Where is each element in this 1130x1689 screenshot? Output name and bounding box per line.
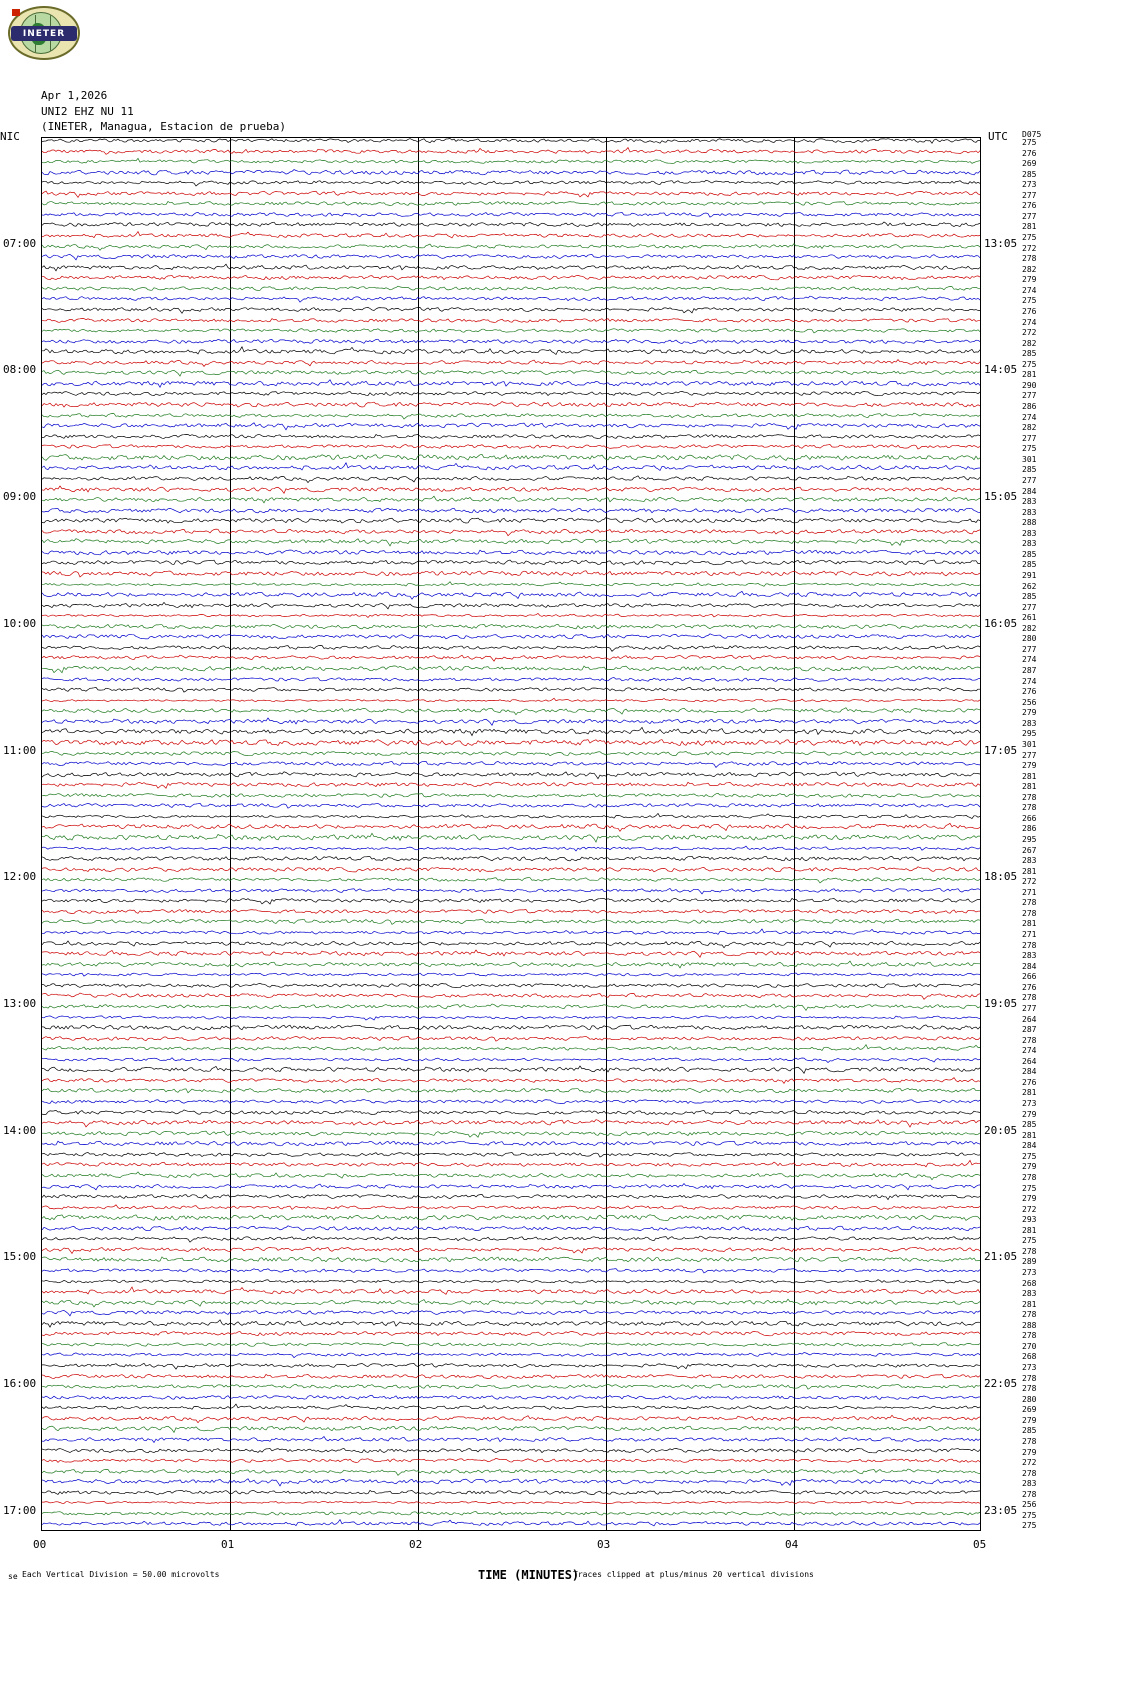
amplitude-value: 274: [1022, 317, 1037, 327]
amplitude-value: 281: [1022, 782, 1037, 792]
amplitude-value: 281: [1022, 919, 1037, 929]
right-time-label: 14:05: [984, 363, 1018, 377]
amplitude-value: 288: [1022, 518, 1037, 528]
amplitude-value: 281: [1022, 222, 1037, 232]
amplitude-value: 278: [1022, 1384, 1037, 1394]
amplitude-value: 275: [1022, 1236, 1037, 1246]
amplitude-value: 278: [1022, 1310, 1037, 1320]
amplitude-value: 277: [1022, 750, 1037, 760]
amplitude-value: 268: [1022, 1352, 1037, 1362]
x-axis-title: TIME (MINUTES): [478, 1568, 580, 1582]
amplitude-value: 291: [1022, 570, 1037, 580]
amplitude-value: 278: [1022, 1331, 1037, 1341]
amplitude-value: 281: [1022, 1225, 1037, 1235]
amplitude-value: 283: [1022, 718, 1037, 728]
amplitude-value: 275: [1022, 444, 1037, 454]
amplitude-value: 282: [1022, 423, 1037, 433]
amplitude-value: 272: [1022, 328, 1037, 338]
amplitude-value: 275: [1022, 1521, 1037, 1531]
amplitude-value: 287: [1022, 666, 1037, 676]
amplitude-value: 278: [1022, 254, 1037, 264]
amplitude-value: 273: [1022, 1099, 1037, 1108]
left-time-label: 12:00: [3, 870, 37, 884]
amplitude-value: 301: [1022, 739, 1037, 749]
amplitude-value: 283: [1022, 528, 1037, 538]
left-time-label: 14:00: [3, 1123, 37, 1137]
amplitude-value: 278: [1022, 908, 1037, 918]
amplitude-value: 271: [1022, 930, 1037, 940]
amplitude-value: 283: [1022, 1479, 1037, 1489]
left-timezone-label: NIC: [0, 130, 20, 143]
amplitude-value: 284: [1022, 1067, 1037, 1077]
amplitude-value: 283: [1022, 507, 1037, 517]
amplitude-value: 277: [1022, 190, 1037, 200]
amplitude-value: 279: [1022, 1415, 1037, 1425]
amplitude-value: 272: [1022, 243, 1037, 253]
amplitude-value: 274: [1022, 412, 1037, 422]
amplitude-value: 278: [1022, 1035, 1037, 1045]
amplitude-value: 274: [1022, 655, 1037, 665]
x-tick-label: 05: [973, 1538, 987, 1551]
amplitude-value: 280: [1022, 1394, 1037, 1404]
right-time-label: 22:05: [984, 1377, 1018, 1391]
amplitude-value: 269: [1022, 159, 1037, 169]
red-marker: [12, 9, 20, 16]
record-date: Apr 1,2026: [41, 89, 108, 102]
amplitude-value: 281: [1022, 370, 1037, 380]
amplitude-value: 280: [1022, 634, 1037, 644]
amplitude-value: 289: [1022, 1257, 1037, 1267]
station-id: UNI2 EHZ NU 11: [41, 105, 134, 118]
amplitude-value: 285: [1022, 169, 1037, 179]
left-time-label: 07:00: [3, 236, 37, 250]
amplitude-value: 275: [1022, 1183, 1037, 1193]
amplitude-value: 278: [1022, 1468, 1037, 1478]
amplitude-value: 275: [1022, 1151, 1037, 1161]
amplitude-value: 279: [1022, 1194, 1037, 1204]
amplitude-value: 279: [1022, 1162, 1037, 1172]
amplitude-value: 261: [1022, 613, 1037, 623]
amplitude-value: 273: [1022, 1363, 1037, 1373]
amplitude-value: 301: [1022, 454, 1037, 464]
amplitude-value: 282: [1022, 623, 1037, 633]
left-time-label: 15:00: [3, 1250, 37, 1264]
left-time-label: 11:00: [3, 743, 37, 757]
amplitude-value: 275: [1022, 233, 1037, 243]
amplitude-value: 277: [1022, 475, 1037, 485]
left-time-label: 17:00: [3, 1503, 37, 1517]
amplitude-value: 274: [1022, 285, 1037, 295]
amplitude-value: 275: [1022, 138, 1037, 147]
amplitude-value: 281: [1022, 1299, 1037, 1309]
amplitude-value: 276: [1022, 1077, 1037, 1087]
amplitude-value: 278: [1022, 1172, 1037, 1182]
right-time-label: 15:05: [984, 490, 1018, 504]
logo-text: INETER: [22, 28, 66, 39]
x-tick-label: 04: [785, 1538, 799, 1551]
amplitude-value: 283: [1022, 856, 1037, 866]
amplitude-value: 278: [1022, 792, 1037, 802]
left-time-label: 09:00: [3, 490, 37, 504]
corner-mark: se: [8, 1572, 18, 1581]
amplitude-value: 272: [1022, 877, 1037, 887]
amplitude-value: 279: [1022, 275, 1037, 285]
amplitude-value: 279: [1022, 1447, 1037, 1457]
amplitude-value: 285: [1022, 1426, 1037, 1436]
amplitude-value: 270: [1022, 1341, 1037, 1351]
station-location: (INETER, Managua, Estacion de prueba): [41, 120, 287, 133]
right-time-label: 20:05: [984, 1123, 1018, 1137]
amplitude-value: 285: [1022, 349, 1037, 359]
scale-note: Each Vertical Division = 50.00 microvolts: [22, 1570, 220, 1579]
x-tick-label: 00: [33, 1538, 47, 1551]
amplitude-value: 285: [1022, 465, 1037, 475]
amplitude-value: 262: [1022, 581, 1037, 591]
amplitude-value: 285: [1022, 560, 1037, 570]
right-time-label: 23:05: [984, 1503, 1018, 1517]
logo-band: [11, 26, 77, 41]
amplitude-value: 285: [1022, 549, 1037, 559]
amplitude-value: 279: [1022, 708, 1037, 718]
ineter-logo: [8, 6, 82, 62]
amplitude-value: 278: [1022, 1489, 1037, 1499]
amplitude-value: 286: [1022, 824, 1037, 834]
amplitude-value: 283: [1022, 497, 1037, 507]
amplitude-value: 290: [1022, 380, 1037, 390]
trace-row: [42, 1517, 981, 1529]
amplitude-value: 283: [1022, 539, 1037, 549]
left-time-label: 16:00: [3, 1377, 37, 1391]
amplitude-value: 266: [1022, 972, 1037, 982]
right-time-label: 17:05: [984, 743, 1018, 757]
amplitude-value: 274: [1022, 1046, 1037, 1056]
amplitude-value: 286: [1022, 402, 1037, 411]
amplitude-value: 276: [1022, 201, 1037, 211]
right-time-label: 16:05: [984, 616, 1018, 630]
amplitude-value: 293: [1022, 1215, 1037, 1225]
amplitude-value: 267: [1022, 845, 1037, 855]
amplitude-value: 278: [1022, 898, 1037, 908]
amplitude-value: 281: [1022, 1130, 1037, 1140]
amplitude-value: 271: [1022, 887, 1037, 897]
amplitude-value: 256: [1022, 1500, 1037, 1510]
amplitude-value: 276: [1022, 148, 1037, 158]
amplitude-value: 275: [1022, 359, 1037, 369]
right-time-label: 19:05: [984, 996, 1018, 1010]
amplitude-value: 282: [1022, 338, 1037, 348]
amplitude-value: 278: [1022, 940, 1037, 950]
amplitude-value: 284: [1022, 486, 1037, 496]
right-time-label: 21:05: [984, 1250, 1018, 1264]
amplitude-value: 277: [1022, 644, 1037, 654]
amplitude-value: 277: [1022, 211, 1037, 221]
amplitude-value: 284: [1022, 1141, 1037, 1151]
amplitude-value: 275: [1022, 1510, 1037, 1520]
x-tick-label: 02: [409, 1538, 423, 1551]
amplitude-value: 256: [1022, 697, 1037, 707]
amplitude-value: 277: [1022, 433, 1037, 443]
amplitude-value: 272: [1022, 1204, 1037, 1214]
amplitude-value: 282: [1022, 264, 1037, 274]
amplitude-value: 264: [1022, 1056, 1037, 1066]
amplitude-value: 284: [1022, 961, 1037, 971]
left-time-label: 10:00: [3, 616, 37, 630]
amplitude-value: 295: [1022, 835, 1037, 844]
amplitude-value: 276: [1022, 306, 1037, 316]
amplitude-value: 279: [1022, 1109, 1037, 1119]
amplitude-value: 283: [1022, 951, 1037, 961]
clipping-note: Traces clipped at plus/minus 20 vertical divisions: [573, 1570, 814, 1579]
amplitude-value: 281: [1022, 771, 1037, 781]
x-tick-label: 03: [597, 1538, 611, 1551]
amplitude-value: 268: [1022, 1278, 1037, 1288]
x-tick-label: 01: [221, 1538, 235, 1551]
amplitude-value: 278: [1022, 993, 1037, 1003]
amplitude-value: 277: [1022, 391, 1037, 401]
helicorder-plot: [41, 137, 981, 1531]
amplitude-value: 264: [1022, 1014, 1037, 1024]
left-time-label: 08:00: [3, 363, 37, 377]
amplitude-value: 277: [1022, 602, 1037, 612]
amplitude-value: 281: [1022, 1088, 1037, 1098]
right-timezone-label: UTC: [988, 130, 1008, 143]
amplitude-value: 278: [1022, 1246, 1037, 1256]
amplitude-value: 272: [1022, 1458, 1037, 1468]
amplitude-value: 285: [1022, 1120, 1037, 1130]
amplitude-value: 274: [1022, 676, 1037, 686]
amplitude-value: 278: [1022, 1436, 1037, 1446]
amplitude-value: 279: [1022, 761, 1037, 771]
amplitude-value: 276: [1022, 982, 1037, 992]
amplitude-value: 285: [1022, 592, 1037, 602]
amplitude-value: 273: [1022, 180, 1037, 190]
amplitude-value: 283: [1022, 1289, 1037, 1299]
right-time-label: 18:05: [984, 870, 1018, 884]
left-time-label: 13:00: [3, 996, 37, 1010]
amplitude-value: 278: [1022, 803, 1037, 813]
amplitude-value: 273: [1022, 1267, 1037, 1277]
amplitude-value: 276: [1022, 687, 1037, 697]
amplitude-value: 288: [1022, 1320, 1037, 1330]
amplitude-value: 278: [1022, 1373, 1037, 1383]
amplitude-value: 287: [1022, 1025, 1037, 1035]
amplitude-value: 266: [1022, 813, 1037, 823]
amplitude-value: 277: [1022, 1003, 1037, 1013]
amplitude-value: 269: [1022, 1405, 1037, 1415]
amplitude-value: 281: [1022, 866, 1037, 876]
amplitude-value: 275: [1022, 296, 1037, 306]
right-time-label: 13:05: [984, 236, 1018, 250]
amplitude-value: 295: [1022, 729, 1037, 739]
amplitude-column-header: D075: [1022, 130, 1042, 139]
